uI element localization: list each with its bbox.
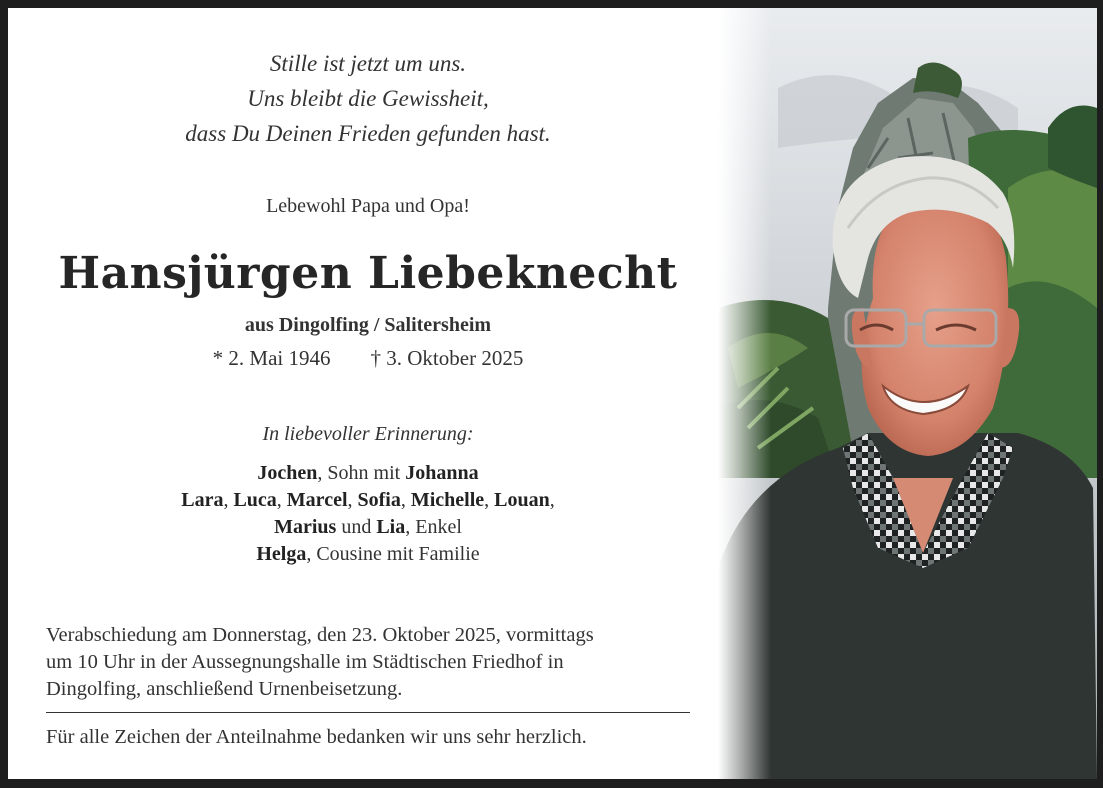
separator: , xyxy=(223,489,234,511)
family-name: Marius xyxy=(274,516,337,538)
family-name: Louan xyxy=(494,489,550,511)
verse-line-3: dass Du Deinen Frieden gefunden hast. xyxy=(185,121,551,146)
family-list xyxy=(8,460,728,568)
service-line-1: Verabschiedung am Donnerstag, den 23. Oktober 2025, vormittags xyxy=(46,624,594,646)
family-relation: , Enkel xyxy=(405,516,462,538)
family-name: Lia xyxy=(376,516,406,538)
family-line-1 xyxy=(8,460,728,487)
life-dates xyxy=(8,346,728,371)
separator: , xyxy=(400,489,411,511)
deceased-name: Hansjürgen Liebeknecht xyxy=(58,248,678,299)
family-relation: , Sohn mit xyxy=(317,462,406,484)
family-name: Jochen xyxy=(257,462,318,484)
family-relation: , Cousine mit Familie xyxy=(306,543,480,565)
service-details xyxy=(46,622,706,703)
family-relation: und xyxy=(336,516,377,538)
divider xyxy=(46,712,690,713)
family-line-4 xyxy=(8,541,728,568)
service-line-3: Dingolfing, anschließend Urnenbeisetzung. xyxy=(46,678,403,700)
family-name: Lara xyxy=(181,489,224,511)
family-name: Luca xyxy=(233,489,277,511)
family-name: Michelle xyxy=(410,489,485,511)
verse-line-2: Uns bleibt die Gewissheit, xyxy=(247,86,489,111)
family-name: Helga xyxy=(256,543,307,565)
separator: , xyxy=(347,489,358,511)
thanks-line: Für alle Zeichen der Anteilnahme bedanken wir uns sehr herzlich. xyxy=(46,726,587,748)
service-line-2: um 10 Uhr in der Aussegnungshalle im Städtischen Friedhof in xyxy=(46,651,564,673)
family-line-2 xyxy=(8,487,728,514)
separator: , xyxy=(276,489,287,511)
deceased-origin: aus Dingolfing / Salitersheim xyxy=(244,314,492,336)
farewell-line: Lebewohl Papa und Opa! xyxy=(266,195,470,217)
separator: , xyxy=(484,489,495,511)
death-date: † 3. Oktober 2025 xyxy=(370,346,524,370)
text-column xyxy=(8,8,718,779)
family-name: Sofia xyxy=(357,489,401,511)
family-line-3 xyxy=(8,514,728,541)
portrait-photo xyxy=(718,8,1097,779)
family-name: Johanna xyxy=(405,462,479,484)
family-name: Marcel xyxy=(286,489,348,511)
separator: , xyxy=(549,489,555,511)
birth-date: * 2. Mai 1946 xyxy=(212,346,331,370)
verse xyxy=(8,46,728,151)
verse-line-1: Stille ist jetzt um uns. xyxy=(269,51,467,76)
memory-heading: In liebevoller Erinnerung: xyxy=(262,423,474,445)
